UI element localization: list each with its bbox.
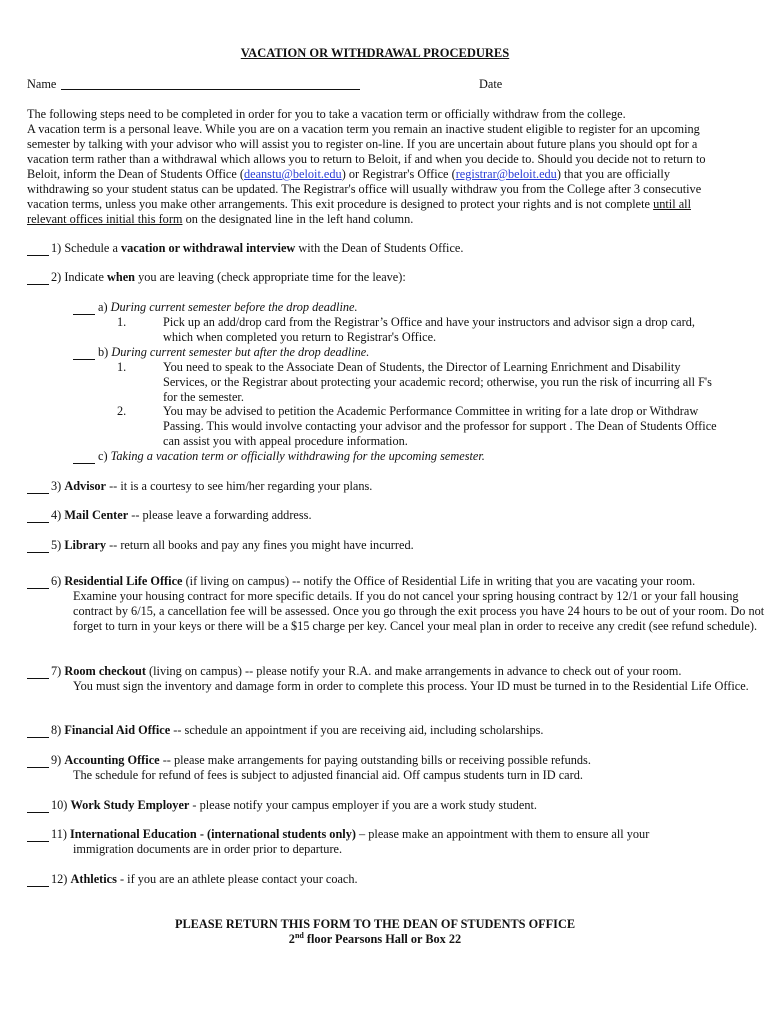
- step-text: -- please make arrangements for paying outstanding bills or receiving possible refunds.: [159, 753, 591, 767]
- step-heading: Room checkout: [64, 664, 146, 678]
- option-label: a): [98, 300, 111, 314]
- step-heading: Athletics: [70, 872, 117, 886]
- name-label: Name: [27, 77, 57, 91]
- step-2b-2: [0, 404, 730, 449]
- option-text: During current semester but after the drop deadline.: [111, 345, 370, 359]
- step-5: [27, 538, 727, 553]
- step-number: 11): [51, 827, 71, 841]
- checkbox-blank[interactable]: [73, 452, 95, 464]
- intro-part: ) that you are officially withdrawing so your student status can be updated. The Registrar's office will usually withdraw you from the College after 3 consecutive vacation terms, unless you make other arrangements. This exit procedure is designed to protect your rights and is not complete: [27, 167, 702, 211]
- sub-text: You may be advised to petition the Academic Performance Committee in writing for a late drop or Withdraw Passing. This would involve contacting your advisor and the professor for support . The Dean of Students Office can assist you with appeal procedure information.: [163, 404, 717, 448]
- step-number: 12): [51, 872, 71, 886]
- step-heading: Advisor: [64, 479, 107, 493]
- page-title: VACATION OR WITHDRAWAL PROCEDURES: [240, 46, 510, 60]
- step-heading: Library: [64, 538, 106, 552]
- option-label: b): [98, 345, 112, 359]
- step-2c: [73, 449, 723, 464]
- step-10: [27, 798, 727, 813]
- initial-blank[interactable]: [27, 273, 49, 285]
- initial-blank[interactable]: [27, 830, 49, 842]
- initial-blank[interactable]: [27, 511, 49, 523]
- step-heading: Work Study Employer: [70, 798, 190, 812]
- step-text-continued: immigration documents are in order prior to departure.: [73, 842, 343, 856]
- checkbox-blank[interactable]: [73, 303, 95, 315]
- step-11: [27, 827, 770, 857]
- step-text: with the Dean of Students Office.: [295, 241, 464, 255]
- step-text: -- schedule an appointment if you are receiving aid, including scholarships.: [170, 723, 544, 737]
- step-heading: Mail Center: [64, 508, 129, 522]
- option-text: Taking a vacation term or officially withdrawing for the upcoming semester.: [110, 449, 485, 463]
- initial-blank[interactable]: [27, 482, 49, 494]
- initial-blank[interactable]: [27, 756, 49, 768]
- intro-part: A vacation term is a personal leave. While you are on a vacation term you remain an inactive student eligible to register for an upcoming semester by talking with your advisor who will assist you to register on-line. If you are uncertain about future plans you should opt for a vacation term rather than a withdrawal which allows you to return to Beloit, if and when you decide to. Should you decide not to return to Beloit, inform the Dean of Students Office (: [27, 122, 706, 181]
- step-text: -- it is a courtesy to see him/her regarding your plans.: [106, 479, 373, 493]
- step-2b-1: [0, 360, 730, 405]
- step-heading: International Education - (international students only): [70, 827, 356, 841]
- floor-number: 2: [288, 932, 295, 946]
- step-number: 3): [51, 479, 65, 493]
- step-9: [27, 753, 770, 783]
- checkbox-blank[interactable]: [73, 348, 95, 360]
- initial-blank[interactable]: [27, 667, 49, 679]
- step-text: -- return all books and pay any fines you might have incurred.: [106, 538, 414, 552]
- step-number: 10): [51, 798, 71, 812]
- step-text-continued: The schedule for refund of fees is subject to adjusted financial aid. Off campus students turn in ID card.: [73, 768, 583, 782]
- option-text: During current semester before the drop deadline.: [110, 300, 358, 314]
- initial-blank[interactable]: [27, 875, 49, 887]
- date-label: Date: [479, 77, 503, 91]
- registrar-email-link[interactable]: registrar@beloit.edu: [455, 167, 557, 181]
- step-text-continued: Examine your housing contract for more specific details. If you do not cancel your spring housing contract by 12/1 or your fall housing contract by 6/15, a cancellation fee will be assessed. Once you go through the exit process you have 24 hours to be out of your room. Do not forget to turn in your keys or there will be a $15 charge per key. Cancel your meal plan in order to receive any credit (see refund schedule).: [73, 589, 765, 633]
- step-number: 4): [51, 508, 65, 522]
- location-text: floor Pearsons Hall or Box 22: [303, 932, 462, 946]
- step-heading: Accounting Office: [64, 753, 160, 767]
- step-text: (if living on campus) -- notify the Office of Residential Life in writing that you are vacating your room.: [182, 574, 696, 588]
- step-number: 9): [51, 753, 65, 767]
- office-location: [0, 932, 750, 947]
- intro-part: on the designated line in the left hand column.: [182, 212, 414, 226]
- sub-number: 1.: [117, 315, 127, 329]
- initial-blank[interactable]: [27, 577, 49, 589]
- step-text-continued: You must sign the inventory and damage form in order to complete this process. Your ID must be turned in to the Residential Life Office.: [73, 679, 749, 693]
- step-2: [27, 270, 727, 285]
- step-heading: vacation or withdrawal interview: [121, 241, 296, 255]
- intro-paragraph: [27, 122, 727, 227]
- step-4: [27, 508, 727, 523]
- intro-underlined: until all relevant offices initial this form: [27, 197, 691, 226]
- intro-part: ) or Registrar's Office (: [341, 167, 456, 181]
- floor-suffix: nd: [294, 930, 304, 940]
- initial-blank[interactable]: [27, 541, 49, 553]
- step-number: 2) Indicate: [51, 270, 107, 284]
- step-text: – please make an appointment with them to ensure all your: [355, 827, 650, 841]
- step-number: 5): [51, 538, 65, 552]
- step-1: [27, 241, 727, 256]
- step-7: [27, 664, 770, 694]
- step-text: you are leaving (check appropriate time for the leave):: [135, 270, 406, 284]
- sub-text: Pick up an add/drop card from the Registrar’s Office and have your instructors and advisor sign a drop card, which when completed you return to Registrar's Office.: [163, 315, 695, 344]
- name-field-line[interactable]: [61, 89, 360, 90]
- step-number: 8): [51, 723, 65, 737]
- step-2b: [73, 345, 723, 360]
- step-number: 1) Schedule a: [51, 241, 121, 255]
- sub-text: You need to speak to the Associate Dean of Students, the Director of Learning Enrichment and Disability Services, or the Registrar about protecting your academic record; otherwise, you run the risk of incurring all F's for the semester.: [163, 360, 712, 404]
- step-number: 7): [51, 664, 65, 678]
- initial-blank[interactable]: [27, 244, 49, 256]
- step-heading: when: [107, 270, 136, 284]
- step-2a: [73, 300, 723, 315]
- step-8: [27, 723, 727, 738]
- sub-number: 1.: [117, 360, 127, 374]
- step-3: [27, 479, 727, 494]
- step-text: -- please leave a forwarding address.: [128, 508, 312, 522]
- intro-line: The following steps need to be completed in order for you to take a vacation term or officially withdraw from the college.: [27, 107, 626, 121]
- step-heading: Residential Life Office: [64, 574, 183, 588]
- sub-number: 2.: [117, 404, 127, 418]
- initial-blank[interactable]: [27, 726, 49, 738]
- step-heading: Financial Aid Office: [64, 723, 171, 737]
- step-6: [27, 574, 770, 634]
- step-12: [27, 872, 727, 887]
- return-instructions: PLEASE RETURN THIS FORM TO THE DEAN OF STUDENTS OFFICE: [174, 917, 576, 931]
- initial-blank[interactable]: [27, 801, 49, 813]
- step-number: 6): [51, 574, 65, 588]
- dean-email-link[interactable]: deanstu@beloit.edu: [243, 167, 342, 181]
- step-2a-1: [0, 315, 730, 345]
- intro-text: [27, 107, 727, 227]
- step-text: (living on campus) -- please notify your R.A. and make arrangements in advance to check out of your room.: [145, 664, 682, 678]
- step-text: - if you are an athlete please contact your coach.: [116, 872, 358, 886]
- step-text: - please notify your campus employer if you are a work study student.: [189, 798, 537, 812]
- option-label: c): [98, 449, 111, 463]
